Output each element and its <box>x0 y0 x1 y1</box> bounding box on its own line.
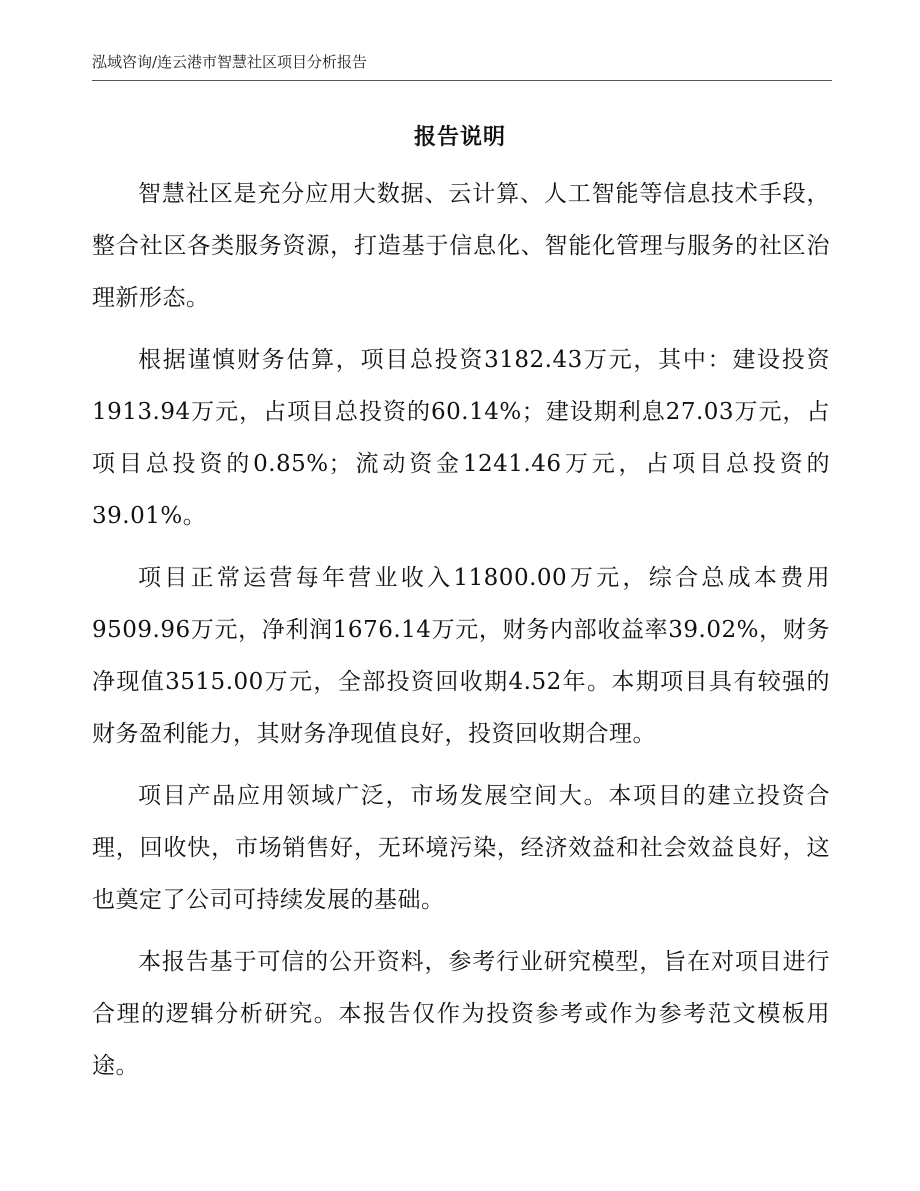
document-body <box>92 168 830 1102</box>
paragraph-investment: 根据谨慎财务估算，项目总投资3182.43万元，其中：建设投资1913.94万元，占项目总投资的60.14%；建设期利息27.03万元，占项目总投资的0.85%；流动资金1241.46万元，占项目总投资的39.01%。 <box>92 347 830 529</box>
running-header: 泓域咨询/连云港市智慧社区项目分析报告 <box>92 52 832 81</box>
paragraph-intro: 智慧社区是充分应用大数据、云计算、人工智能等信息技术手段，整合社区各类服务资源，打造基于信息化、智能化管理与服务的社区治理新形态。 <box>92 181 830 311</box>
paragraph-financials: 项目正常运营每年营业收入11800.00万元，综合总成本费用9509.96万元，净利润1676.14万元，财务内部收益率39.02%，财务净现值3515.00万元，全部投资回收期4.52年。本期项目具有较强的财务盈利能力，其财务净现值良好，投资回收期合理。 <box>92 565 830 747</box>
page-title: 报告说明 <box>413 124 506 150</box>
paragraph-market: 项目产品应用领域广泛，市场发展空间大。本项目的建立投资合理，回收快，市场销售好，无环境污染，经济效益和社会效益良好，这也奠定了公司可持续发展的基础。 <box>92 783 830 913</box>
paragraph-disclaimer: 本报告基于可信的公开资料，参考行业研究模型，旨在对项目进行合理的逻辑分析研究。本报告仅作为投资参考或作为参考范文模板用途。 <box>92 949 830 1079</box>
